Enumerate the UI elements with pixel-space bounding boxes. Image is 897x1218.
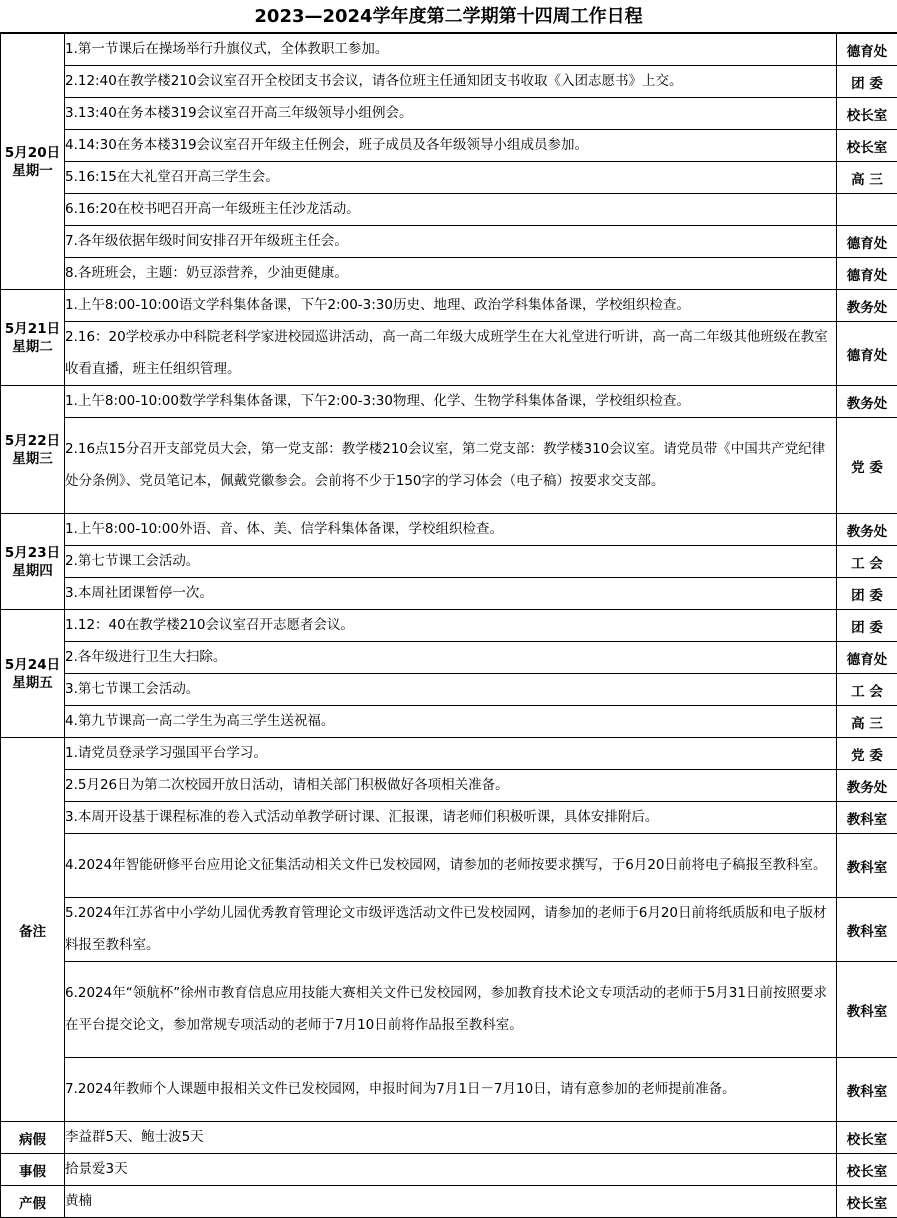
task-text: 1.上午8:00-10:00语文学科集体备课，下午2:00-3:30历史、地理、政治学科集体备课，学校组织检查。 [65,290,837,322]
table-row [1,898,897,962]
page-title: 2023—2024学年度第二学期第十四周工作日程 [0,0,897,33]
schedule-table [0,33,897,1218]
leave-names: 黄楠 [65,1186,837,1218]
table-row [1,962,897,1058]
dept-cell: 校长室 [837,1122,897,1154]
dept-cell: 教务处 [837,386,897,418]
dept-cell: 教务处 [837,290,897,322]
dept-cell: 德育处 [837,34,897,66]
dept-cell: 团 委 [837,66,897,98]
task-text: 3.13:40在务本楼319会议室召开高三年级领导小组例会。 [65,98,837,130]
notes-label: 备注 [1,738,65,1122]
note-text: 4.2024年智能研修平台应用论文征集活动相关文件已发校园网，请参加的老师按要求撰写，于6月20日前将电子稿报至教科室。 [65,834,837,898]
table-row [1,770,897,802]
dept-cell: 教科室 [837,802,897,834]
task-text: 2.第七节课工会活动。 [65,546,837,578]
dept-cell: 教务处 [837,514,897,546]
table-row [1,162,897,194]
dept-cell: 团 委 [837,578,897,610]
day-label-tue: 5月21日星期二 [1,290,65,386]
table-row [1,1186,897,1218]
day-label-thu: 5月23日星期四 [1,514,65,610]
day-label-fri: 5月24日星期五 [1,610,65,738]
leave-type-maternity: 产假 [1,1186,65,1218]
note-text: 5.2024年江苏省中小学幼儿园优秀教育管理论文市级评选活动文件已发校园网，请参加的老师于6月20日前将纸质版和电子版材料报至教科室。 [65,898,837,962]
dept-cell: 高 三 [837,706,897,738]
task-text: 4.第九节课高一高二学生为高三学生送祝福。 [65,706,837,738]
table-row [1,98,897,130]
dept-cell: 校长室 [837,1186,897,1218]
dept-cell: 团 委 [837,610,897,642]
table-row [1,642,897,674]
table-row [1,386,897,418]
table-row [1,194,897,226]
table-row [1,130,897,162]
dept-cell: 德育处 [837,642,897,674]
task-text: 2.各年级进行卫生大扫除。 [65,642,837,674]
table-row [1,1058,897,1122]
task-text: 6.16:20在校书吧召开高一年级班主任沙龙活动。 [65,194,837,226]
dept-cell: 德育处 [837,226,897,258]
dept-cell: 校长室 [837,130,897,162]
table-row [1,66,897,98]
task-text: 1.12：40在教学楼210会议室召开志愿者会议。 [65,610,837,642]
dept-cell: 德育处 [837,322,897,386]
task-text: 2.16：20学校承办中科院老科学家进校园巡讲活动，高一高二年级大成班学生在大礼堂进行听讲，高一高二年级其他班级在教室收看直播，班主任组织管理。 [65,322,837,386]
table-row [1,578,897,610]
task-text: 4.14:30在务本楼319会议室召开年级主任例会，班子成员及各年级领导小组成员参加。 [65,130,837,162]
dept-cell: 教科室 [837,834,897,898]
task-text: 7.各年级依据年级时间安排召开年级班主任会。 [65,226,837,258]
dept-cell: 工 会 [837,674,897,706]
day-label-mon: 5月20日星期一 [1,34,65,290]
table-row [1,738,897,770]
dept-cell: 高 三 [837,162,897,194]
dept-cell: 德育处 [837,258,897,290]
task-text: 5.16:15在大礼堂召开高三学生会。 [65,162,837,194]
leave-type-personal: 事假 [1,1154,65,1186]
note-text: 1.请党员登录学习强国平台学习。 [65,738,837,770]
table-row [1,802,897,834]
dept-cell: 教科室 [837,1058,897,1122]
dept-cell: 校长室 [837,1154,897,1186]
table-row [1,34,897,66]
note-text: 2.5月26日为第二次校园开放日活动，请相关部门积极做好各项相关准备。 [65,770,837,802]
dept-cell: 教科室 [837,898,897,962]
note-text: 3.本周开设基于课程标准的卷入式活动单教学研讨课、汇报课，请老师们积极听课，具体安排附后。 [65,802,837,834]
task-text: 1.第一节课后在操场举行升旗仪式，全体教职工参加。 [65,34,837,66]
task-text: 1.上午8:00-10:00数学学科集体备课，下午2:00-3:30物理、化学、生物学科集体备课，学校组织检查。 [65,386,837,418]
table-row [1,706,897,738]
task-text: 2.16点15分召开支部党员大会，第一党支部：教学楼210会议室，第二党支部：教学楼310会议室。请党员带《中国共产党纪律处分条例》、党员笔记本，佩戴党徽参会。会前将不少于150字的学习体会（电子稿）按要求交支部。 [65,418,837,514]
table-row [1,546,897,578]
table-row [1,1154,897,1186]
dept-cell: 教务处 [837,770,897,802]
task-text: 2.12:40在教学楼210会议室召开全校团支书会议，请各位班主任通知团支书收取《入团志愿书》上交。 [65,66,837,98]
table-row [1,418,897,514]
table-row [1,514,897,546]
task-text: 8.各班班会，主题：奶豆添营养，少油更健康。 [65,258,837,290]
note-text: 7.2024年教师个人课题申报相关文件已发校园网，申报时间为7月1日－7月10日，请有意参加的老师提前准备。 [65,1058,837,1122]
dept-cell: 教科室 [837,962,897,1058]
dept-cell: 党 委 [837,738,897,770]
day-label-wed: 5月22日星期三 [1,386,65,514]
dept-cell: 校长室 [837,98,897,130]
table-row [1,226,897,258]
table-row [1,322,897,386]
leave-names: 拾景爱3天 [65,1154,837,1186]
table-row [1,1122,897,1154]
task-text: 3.第七节课工会活动。 [65,674,837,706]
leave-type-sick: 病假 [1,1122,65,1154]
dept-cell [837,194,897,226]
table-row [1,610,897,642]
table-row [1,674,897,706]
leave-names: 李益群5天、鲍士波5天 [65,1122,837,1154]
task-text: 1.上午8:00-10:00外语、音、体、美、信学科集体备课，学校组织检查。 [65,514,837,546]
dept-cell: 党 委 [837,418,897,514]
table-row [1,834,897,898]
dept-cell: 工 会 [837,546,897,578]
task-text: 3.本周社团课暂停一次。 [65,578,837,610]
note-text: 6.2024年“领航杯”徐州市教育信息应用技能大赛相关文件已发校园网，参加教育技术论文专项活动的老师于5月31日前按照要求在平台提交论文，参加常规专项活动的老师于7月10日前将作品报至教科室。 [65,962,837,1058]
table-row [1,258,897,290]
table-row [1,290,897,322]
